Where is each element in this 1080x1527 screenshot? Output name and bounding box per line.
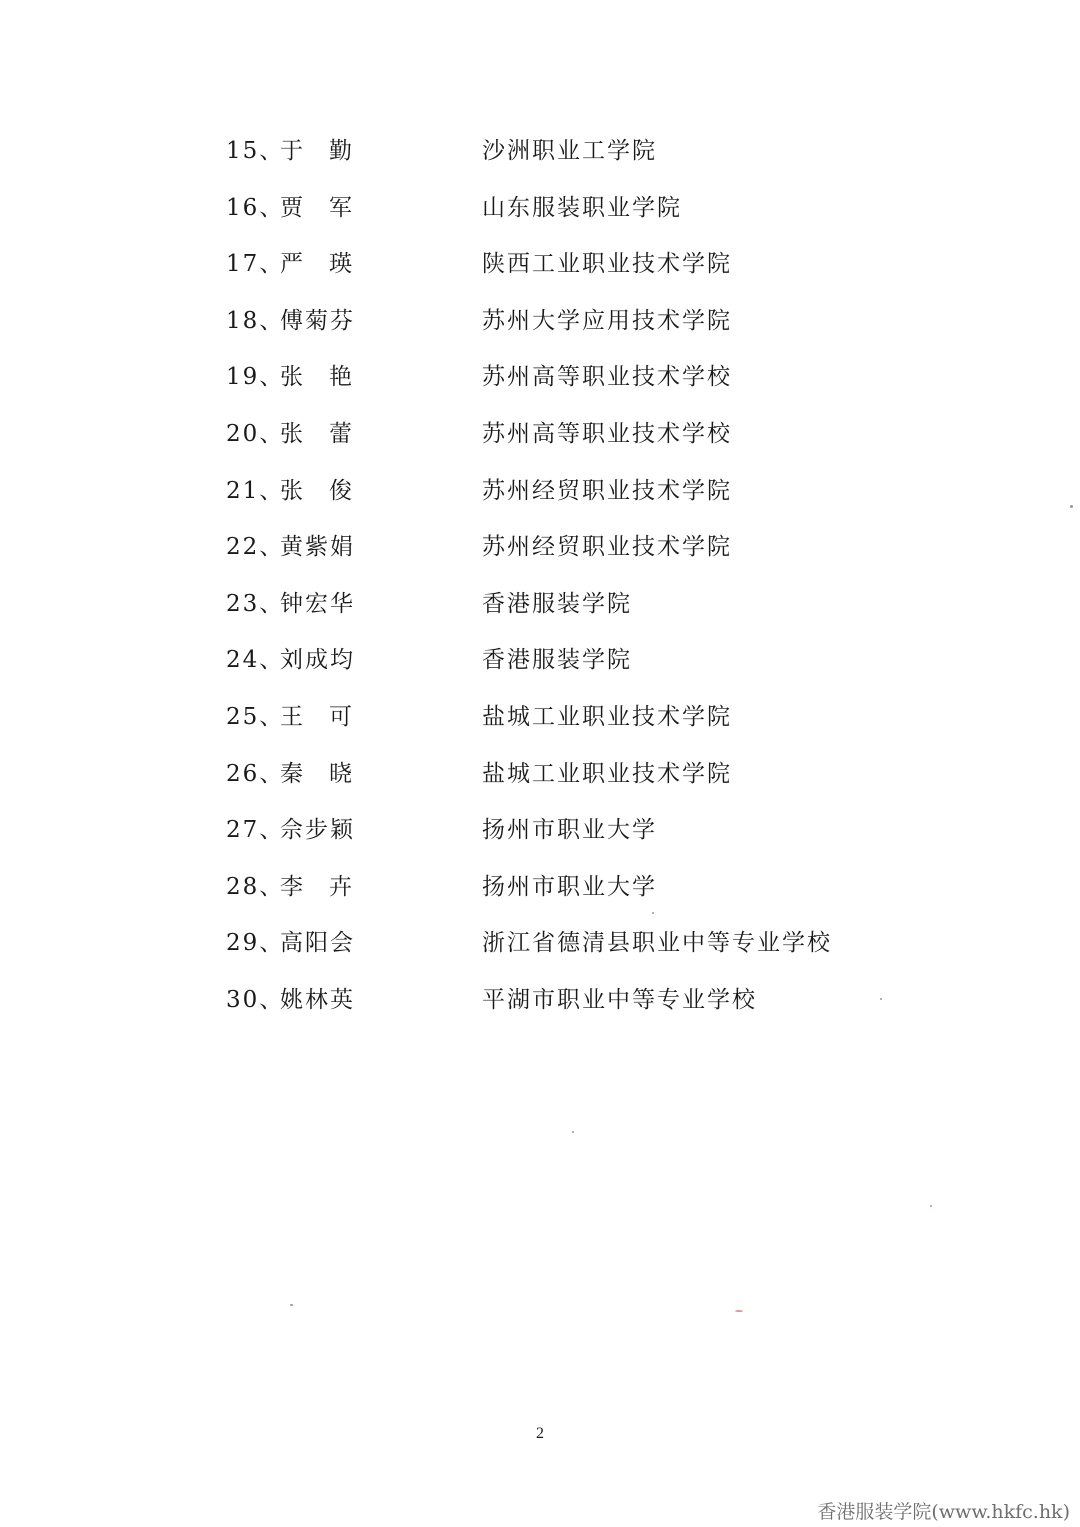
entry-name: 钟宏华 (280, 590, 355, 617)
list-item (226, 637, 926, 694)
entry-school: 扬州市职业大学 (482, 873, 657, 900)
entry-name: 贾军 (280, 194, 354, 221)
entry-school: 扬州市职业大学 (482, 817, 657, 844)
entry-number: 18、 (226, 307, 285, 334)
entry-number: 22、 (226, 534, 285, 561)
entry-number: 28、 (226, 873, 285, 900)
entry-school: 苏州高等职业技术学校 (482, 364, 732, 391)
scan-speck (735, 1310, 743, 1312)
entry-school: 苏州经贸职业技术学院 (482, 477, 732, 504)
entry-number: 15、 (226, 138, 285, 164)
entry-name: 高阳会 (280, 930, 355, 957)
watermark: 香港服装学院(www.hkfc.hk) (817, 1501, 1070, 1523)
entry-school: 盐城工业职业技术学院 (482, 703, 732, 730)
entry-name: 张蕾 (280, 420, 354, 447)
name-list (226, 128, 926, 1034)
entry-school: 平湖市职业中等专业学校 (482, 986, 757, 1013)
scan-speck (652, 912, 654, 914)
entry-number: 19、 (226, 364, 285, 391)
entry-name: 于勤 (280, 138, 354, 164)
entry-name: 王可 (280, 703, 354, 730)
list-item (226, 468, 926, 525)
entry-school: 香港服装学院 (482, 647, 632, 674)
scan-speck (930, 1205, 932, 1207)
entry-name: 佘步颖 (280, 817, 355, 844)
entry-name: 姚林英 (280, 986, 355, 1013)
entry-name: 秦晓 (280, 760, 354, 787)
entry-number: 23、 (226, 590, 285, 617)
entry-school: 苏州高等职业技术学校 (482, 420, 732, 447)
list-item (226, 411, 926, 468)
entry-name: 刘成均 (280, 647, 355, 674)
scan-speck (290, 1304, 293, 1306)
list-item (226, 694, 926, 751)
page-number: 2 (536, 1425, 544, 1442)
scan-speck (572, 1131, 574, 1133)
entry-number: 17、 (226, 251, 285, 278)
entry-school: 浙江省德清县职业中等专业学校 (482, 930, 832, 957)
entry-number: 21、 (226, 477, 285, 504)
entry-name: 张艳 (280, 364, 354, 391)
entry-number: 29、 (226, 930, 285, 957)
entry-number: 16、 (226, 194, 285, 221)
scan-speck (880, 998, 882, 1000)
list-item (226, 524, 926, 581)
entry-name: 傅菊芬 (280, 307, 355, 334)
entry-number: 24、 (226, 647, 285, 674)
list-item (226, 185, 926, 242)
entry-school: 香港服装学院 (482, 590, 632, 617)
list-item (226, 751, 926, 808)
entry-number: 27、 (226, 817, 285, 844)
entry-school: 陕西工业职业技术学院 (482, 251, 732, 278)
entry-number: 26、 (226, 760, 285, 787)
list-item (226, 298, 926, 355)
list-item (226, 807, 926, 864)
entry-school: 苏州经贸职业技术学院 (482, 534, 732, 561)
entry-school: 沙洲职业工学院 (482, 138, 657, 164)
entry-number: 20、 (226, 420, 285, 447)
entry-number: 30、 (226, 986, 285, 1013)
entry-name: 李卉 (280, 873, 354, 900)
entry-school: 苏州大学应用技术学院 (482, 307, 732, 334)
list-item (226, 920, 926, 977)
entry-number: 25、 (226, 703, 285, 730)
list-item (226, 864, 926, 921)
list-item (226, 128, 926, 185)
list-item (226, 354, 926, 411)
entry-school: 山东服装职业学院 (482, 194, 682, 221)
entry-name: 张俊 (280, 477, 354, 504)
scan-speck (1070, 505, 1073, 508)
entry-school: 盐城工业职业技术学院 (482, 760, 732, 787)
entry-name: 黄紫娟 (280, 534, 355, 561)
list-item (226, 241, 926, 298)
list-item (226, 977, 926, 1034)
list-item (226, 581, 926, 638)
entry-name: 严瑛 (280, 251, 354, 278)
